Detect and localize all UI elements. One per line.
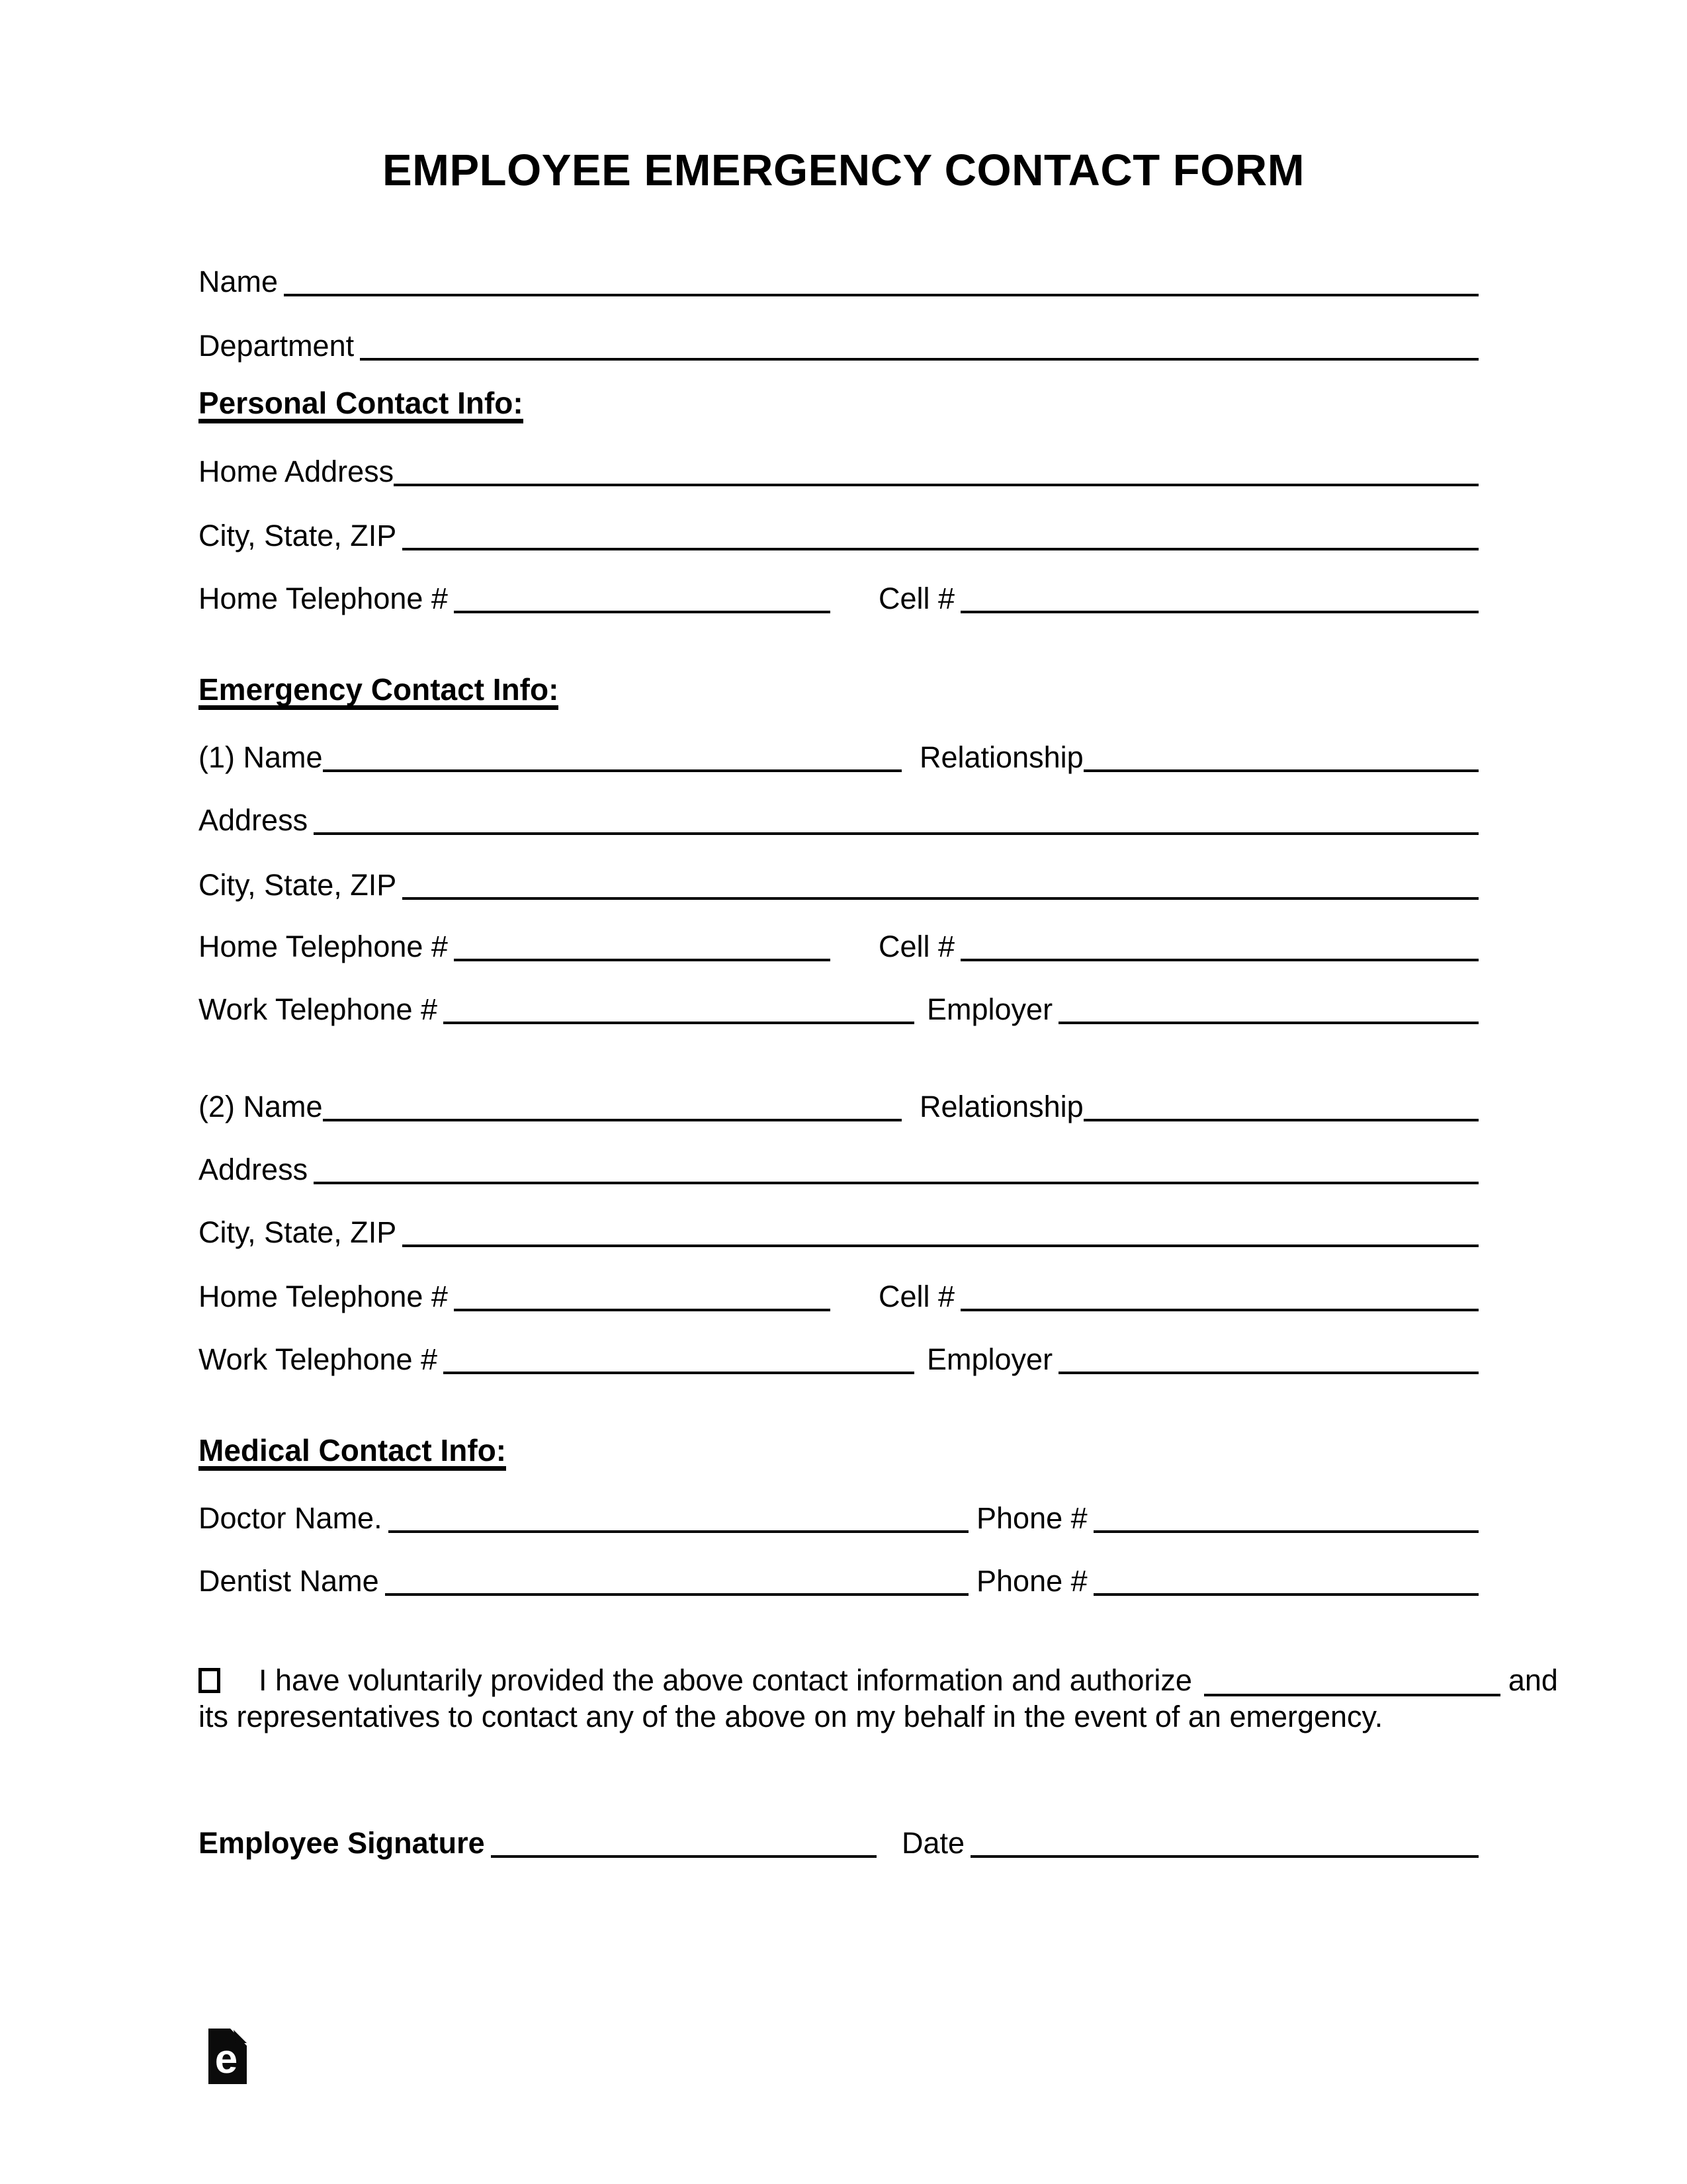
contact2-cell-blank-line[interactable] [961,1299,1479,1311]
authorization-checkbox[interactable] [198,1668,220,1693]
doctor-phone-blank-line[interactable] [1094,1521,1479,1533]
contact2-employer-blank-line[interactable] [1059,1362,1479,1374]
dentist-row [198,1555,1479,1596]
contact2-relationship-col [920,1092,1479,1121]
name-blank-line[interactable] [284,284,1479,296]
contact2-work-row [198,1333,1479,1374]
contact1-name-col [198,742,902,772]
logo-letter: e [214,2036,238,2082]
dentist-name-label: Dentist Name [198,1564,379,1598]
home-telephone-blank-line[interactable] [454,601,830,613]
contact2-work-telephone-label: Work Telephone # [198,1342,438,1376]
medical-contact-heading: Medical Contact Info: [198,1435,506,1471]
contact2-home-telephone-blank-line[interactable] [454,1299,830,1311]
contact1-employer-col [927,994,1479,1024]
dentist-name-col [198,1566,969,1596]
dentist-name-blank-line[interactable] [385,1584,969,1596]
contact2-name-row [198,1080,1479,1121]
contact1-cell-label: Cell # [879,930,955,963]
contact1-home-telephone-label: Home Telephone # [198,930,448,963]
contact1-city-state-zip-label: City, State, ZIP [198,868,397,902]
contact2-city-state-zip-blank-line[interactable] [402,1235,1479,1247]
contact2-address-row [198,1143,1479,1184]
contact2-home-telephone-label: Home Telephone # [198,1280,448,1313]
contact1-name-label: (1) Name [198,740,323,774]
department-blank-line[interactable] [360,349,1479,361]
contact1-phones-row [198,920,1479,961]
dentist-phone-label: Phone # [976,1564,1088,1598]
contact1-employer-label: Employer [927,992,1053,1026]
contact2-relationship-blank-line[interactable] [1084,1110,1479,1121]
contact2-address-blank-line[interactable] [314,1172,1479,1184]
personal-city-state-zip-row [198,509,1479,550]
contact1-name-row [198,731,1479,772]
contact2-cell-label: Cell # [879,1280,955,1313]
contact2-employer-label: Employer [927,1342,1053,1376]
date-col [902,1828,1479,1858]
authorization-text-before: I have voluntarily provided the above contact information and authorize [259,1663,1192,1697]
authorization-line2: its representatives to contact any of the above on my behalf in the event of an emergency. [198,1700,1383,1733]
doctor-phone-col [976,1503,1479,1533]
authorization-text-after: and [1508,1663,1558,1697]
contact2-work-telephone-blank-line[interactable] [443,1362,914,1374]
contact1-work-row [198,983,1479,1024]
contact1-city-state-zip-row [198,859,1479,900]
contact2-cell-col [879,1282,1479,1311]
eforms-logo [208,2029,247,2084]
contact1-city-state-zip-blank-line[interactable] [402,888,1479,900]
contact2-name-col [198,1092,902,1121]
contact1-address-row [198,794,1479,835]
authorization-blank-line[interactable] [1204,1694,1500,1696]
home-address-blank-line[interactable] [394,474,1479,486]
contact1-home-telephone-blank-line[interactable] [454,949,830,961]
cell-col [879,584,1479,613]
form-title: EMPLOYEE EMERGENCY CONTACT FORM [382,146,1305,195]
contact1-relationship-col [920,742,1479,772]
personal-contact-heading: Personal Contact Info: [198,388,523,423]
employee-signature-label: Employee Signature [198,1826,485,1860]
contact1-cell-blank-line[interactable] [961,949,1479,961]
signature-row [198,1817,1479,1858]
contact2-city-state-zip-label: City, State, ZIP [198,1215,397,1249]
doctor-row [198,1492,1479,1533]
contact1-address-blank-line[interactable] [314,823,1479,835]
personal-phones-row [198,572,1479,613]
department-row [198,320,1479,361]
emergency-contact-heading: Emergency Contact Info: [198,674,558,710]
contact1-relationship-blank-line[interactable] [1084,760,1479,772]
doctor-phone-label: Phone # [976,1501,1088,1535]
employee-signature-col [198,1828,877,1858]
contact2-name-blank-line[interactable] [323,1110,902,1121]
doctor-name-label: Doctor Name. [198,1501,382,1535]
doctor-name-blank-line[interactable] [388,1521,969,1533]
document-page-icon [208,2029,247,2084]
contact1-work-telephone-blank-line[interactable] [443,1012,914,1024]
contact1-name-blank-line[interactable] [323,760,902,772]
dentist-phone-blank-line[interactable] [1094,1584,1479,1596]
contact1-cell-col [879,932,1479,961]
contact2-name-label: (2) Name [198,1090,323,1123]
department-label: Department [198,329,355,363]
contact1-employer-blank-line[interactable] [1059,1012,1479,1024]
contact1-home-telephone-col [198,932,830,961]
doctor-name-col [198,1503,969,1533]
contact2-home-telephone-col [198,1282,830,1311]
contact2-address-label: Address [198,1153,308,1186]
contact2-work-telephone-col [198,1344,914,1374]
contact1-relationship-label: Relationship [920,740,1084,774]
authorization-statement [198,1662,1558,1735]
cell-label: Cell # [879,582,955,615]
home-telephone-label: Home Telephone # [198,582,448,615]
contact2-relationship-label: Relationship [920,1090,1084,1123]
contact2-employer-col [927,1344,1479,1374]
authorization-line1 [198,1662,1558,1698]
date-label: Date [902,1826,965,1860]
contact1-address-label: Address [198,803,308,837]
dentist-phone-col [976,1566,1479,1596]
date-blank-line[interactable] [971,1846,1479,1858]
city-state-zip-label: City, State, ZIP [198,519,397,552]
name-label: Name [198,265,279,298]
home-telephone-col [198,584,830,613]
contact2-city-state-zip-row [198,1206,1479,1247]
contact1-work-telephone-label: Work Telephone # [198,992,438,1026]
name-row [198,255,1479,296]
home-address-row [198,445,1479,486]
contact2-phones-row [198,1270,1479,1311]
contact1-work-telephone-col [198,994,914,1024]
cell-blank-line[interactable] [961,601,1479,613]
city-state-zip-blank-line[interactable] [402,539,1479,550]
employee-signature-blank-line[interactable] [491,1846,877,1858]
home-address-label: Home Address [198,455,394,488]
